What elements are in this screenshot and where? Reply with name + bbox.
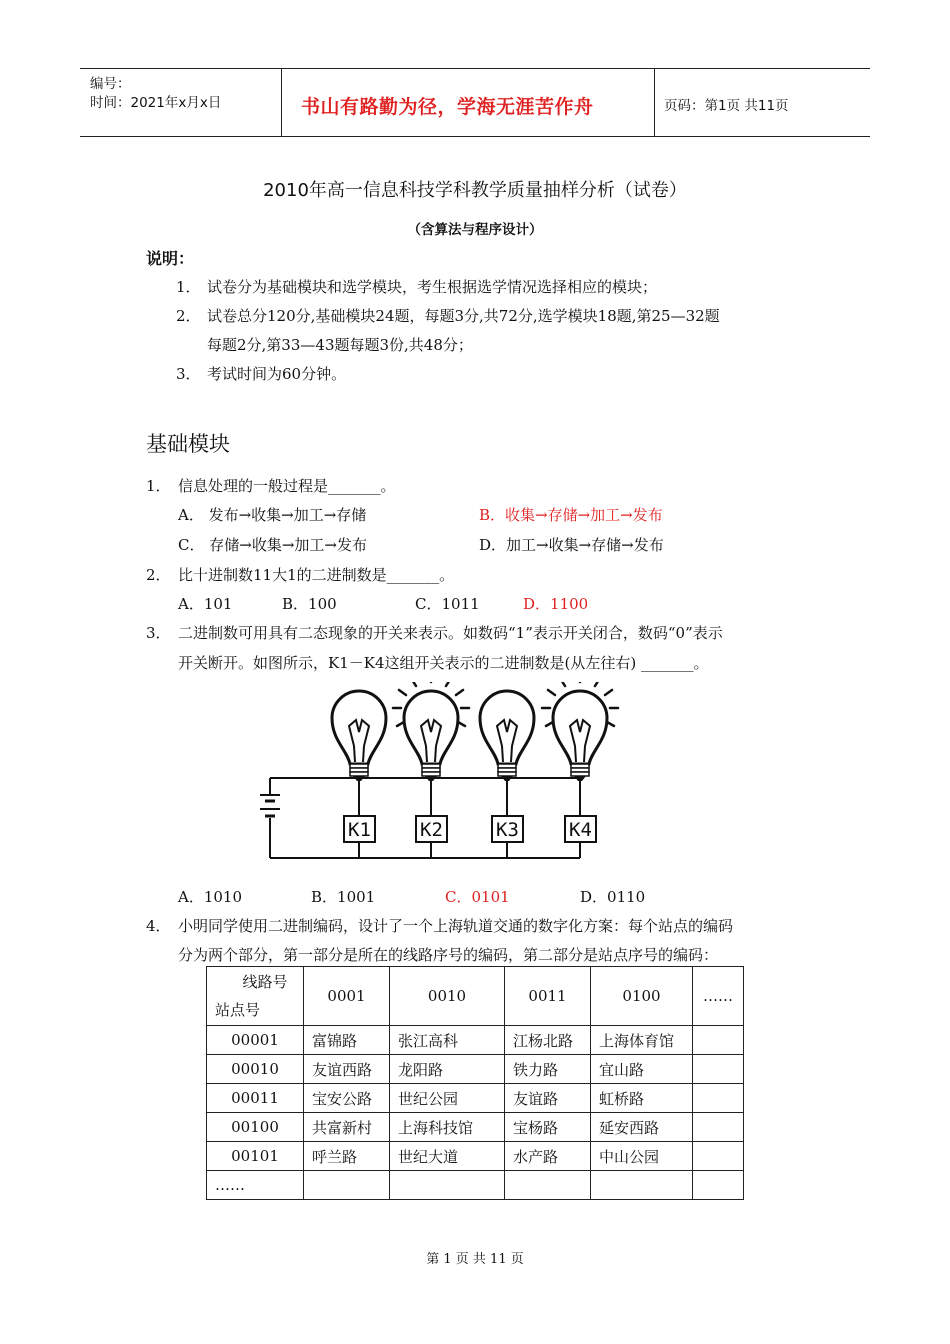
question-number: 4． xyxy=(146,917,171,935)
table-cell: 富锦路 xyxy=(304,1026,390,1055)
option-b-correct[interactable]: B．收集→存储→加工→发布 xyxy=(479,506,663,524)
table-cell xyxy=(505,1171,591,1200)
table-cell xyxy=(693,1142,744,1171)
table-cell: 张江高科 xyxy=(390,1026,505,1055)
table-corner-cell xyxy=(207,967,304,1026)
table-cell xyxy=(693,1026,744,1055)
table-col-header: 0100 xyxy=(591,967,693,1026)
note-number: 1． xyxy=(176,278,201,296)
header-top-rule xyxy=(80,68,870,69)
table-row xyxy=(207,1084,744,1113)
question-text: 比十进制数11大1的二进制数是_______。 xyxy=(178,566,455,584)
option-d[interactable]: D．加工→收集→存储→发布 xyxy=(479,536,664,554)
question-text: 二进制数可用具有二态现象的开关来表示。如数码“1”表示开关闭合，数码“0”表示 xyxy=(178,624,723,642)
table-cell: 宜山路 xyxy=(591,1055,693,1084)
question-text-cont: 分为两个部分，第一部分是所在的线路序号的编码，第二部分是站点序号的编码： xyxy=(178,946,719,964)
bulb-icon xyxy=(332,691,386,781)
table-header-row xyxy=(207,967,744,1026)
table-col-header: …… xyxy=(693,967,744,1026)
station-code: 00101 xyxy=(207,1142,304,1171)
table-cell: 友谊西路 xyxy=(304,1055,390,1084)
note-text: 试卷总分120分,基础模块24题，每题3分,共72分,选学模块18题,第25—32题 xyxy=(207,307,720,325)
corner-line-label: 线路号 xyxy=(242,973,288,991)
option-b[interactable]: B．1001 xyxy=(311,888,376,906)
note-text: 试卷分为基础模块和选学模块，考生根据选学情况选择相应的模块； xyxy=(207,278,658,296)
header-divider xyxy=(281,68,282,136)
table-cell: 延安西路 xyxy=(591,1113,693,1142)
table-cell xyxy=(390,1171,505,1200)
table-cell: 龙阳路 xyxy=(390,1055,505,1084)
corner-station-label: 站点号 xyxy=(215,1001,261,1019)
table-row xyxy=(207,1055,744,1084)
table-cell: 虹桥路 xyxy=(591,1084,693,1113)
option-a[interactable]: A．101 xyxy=(178,595,233,613)
table-cell: 上海体育馆 xyxy=(591,1026,693,1055)
header-divider xyxy=(654,68,655,136)
note-text: 考试时间为60分钟。 xyxy=(207,365,347,383)
table-cell xyxy=(693,1055,744,1084)
page-title: 2010年高一信息科技学科教学质量抽样分析（试卷） xyxy=(263,180,687,201)
switch-label: K4 xyxy=(569,819,592,841)
station-table xyxy=(206,966,744,1200)
table-col-header: 0011 xyxy=(505,967,591,1026)
page-info: 页码：第1页 共11页 xyxy=(664,98,789,114)
table-row xyxy=(207,1026,744,1055)
page-footer: 第 1 页 共 11 页 xyxy=(426,1252,524,1267)
lit-bulb-icon xyxy=(542,682,618,781)
note-number: 2． xyxy=(176,307,201,325)
question-text: 信息处理的一般过程是_______。 xyxy=(178,477,396,495)
question-text: 小明同学使用二进制编码，设计了一个上海轨道交通的数字化方案：每个站点的编码 xyxy=(178,917,734,935)
option-b[interactable]: B．100 xyxy=(282,595,337,613)
table-cell: 呼兰路 xyxy=(304,1142,390,1171)
table-cell xyxy=(693,1113,744,1142)
table-cell: 世纪大道 xyxy=(390,1142,505,1171)
question-text-cont: 开关断开。如图所示，K1－K4这组开关表示的二进制数是(从左往右) _______。 xyxy=(178,654,709,672)
question-number: 1． xyxy=(146,477,171,495)
header-bottom-rule xyxy=(80,136,870,137)
station-code: 00010 xyxy=(207,1055,304,1084)
circuit-diagram xyxy=(255,682,625,864)
table-cell xyxy=(591,1171,693,1200)
table-row xyxy=(207,1142,744,1171)
station-code: 00100 xyxy=(207,1113,304,1142)
table-col-header: 0001 xyxy=(304,967,390,1026)
battery-icon xyxy=(260,795,280,816)
station-code: …… xyxy=(207,1171,304,1200)
lit-bulb-icon xyxy=(393,682,469,781)
note-number: 3． xyxy=(176,365,201,383)
table-cell: 宝杨路 xyxy=(505,1113,591,1142)
table-cell: 水产路 xyxy=(505,1142,591,1171)
table-cell: 世纪公园 xyxy=(390,1084,505,1113)
table-cell: 宝安公路 xyxy=(304,1084,390,1113)
station-code: 00011 xyxy=(207,1084,304,1113)
table-row xyxy=(207,1171,744,1200)
table-cell: 共富新村 xyxy=(304,1113,390,1142)
note-text-cont: 每题2分,第33—43题每题3份,共48分； xyxy=(207,336,473,354)
option-c-correct[interactable]: C．0101 xyxy=(445,888,510,906)
time-label: 时间：2021年x月x日 xyxy=(90,95,222,111)
notes-label: 说明： xyxy=(146,249,195,268)
table-col-header: 0010 xyxy=(390,967,505,1026)
motto: 书山有路勤为径，学海无涯苦作舟 xyxy=(301,96,594,118)
bulb-icon xyxy=(480,691,534,781)
station-code: 00001 xyxy=(207,1026,304,1055)
switch-label: K2 xyxy=(420,819,443,841)
question-number: 3． xyxy=(146,624,171,642)
page-subtitle: （含算法与程序设计） xyxy=(407,222,543,238)
option-d-correct[interactable]: D．1100 xyxy=(523,595,589,613)
table-cell xyxy=(304,1171,390,1200)
table-cell: 铁力路 xyxy=(505,1055,591,1084)
option-c[interactable]: C．1011 xyxy=(415,595,480,613)
question-number: 2． xyxy=(146,566,171,584)
option-a[interactable]: A． 发布→收集→加工→存储 xyxy=(178,506,367,524)
table-cell xyxy=(693,1084,744,1113)
option-d[interactable]: D．0110 xyxy=(580,888,646,906)
table-cell: 中山公园 xyxy=(591,1142,693,1171)
switch-label: K3 xyxy=(496,819,519,841)
table-cell: 友谊路 xyxy=(505,1084,591,1113)
table-row xyxy=(207,1113,744,1142)
code-label: 编号： xyxy=(90,76,131,92)
switch-label: K1 xyxy=(348,819,371,841)
table-cell: 江杨北路 xyxy=(505,1026,591,1055)
section-title: 基础模块 xyxy=(146,432,230,456)
table-cell: 上海科技馆 xyxy=(390,1113,505,1142)
table-cell xyxy=(693,1171,744,1200)
option-a[interactable]: A．1010 xyxy=(178,888,243,906)
option-c[interactable]: C． 存储→收集→加工→发布 xyxy=(178,536,367,554)
